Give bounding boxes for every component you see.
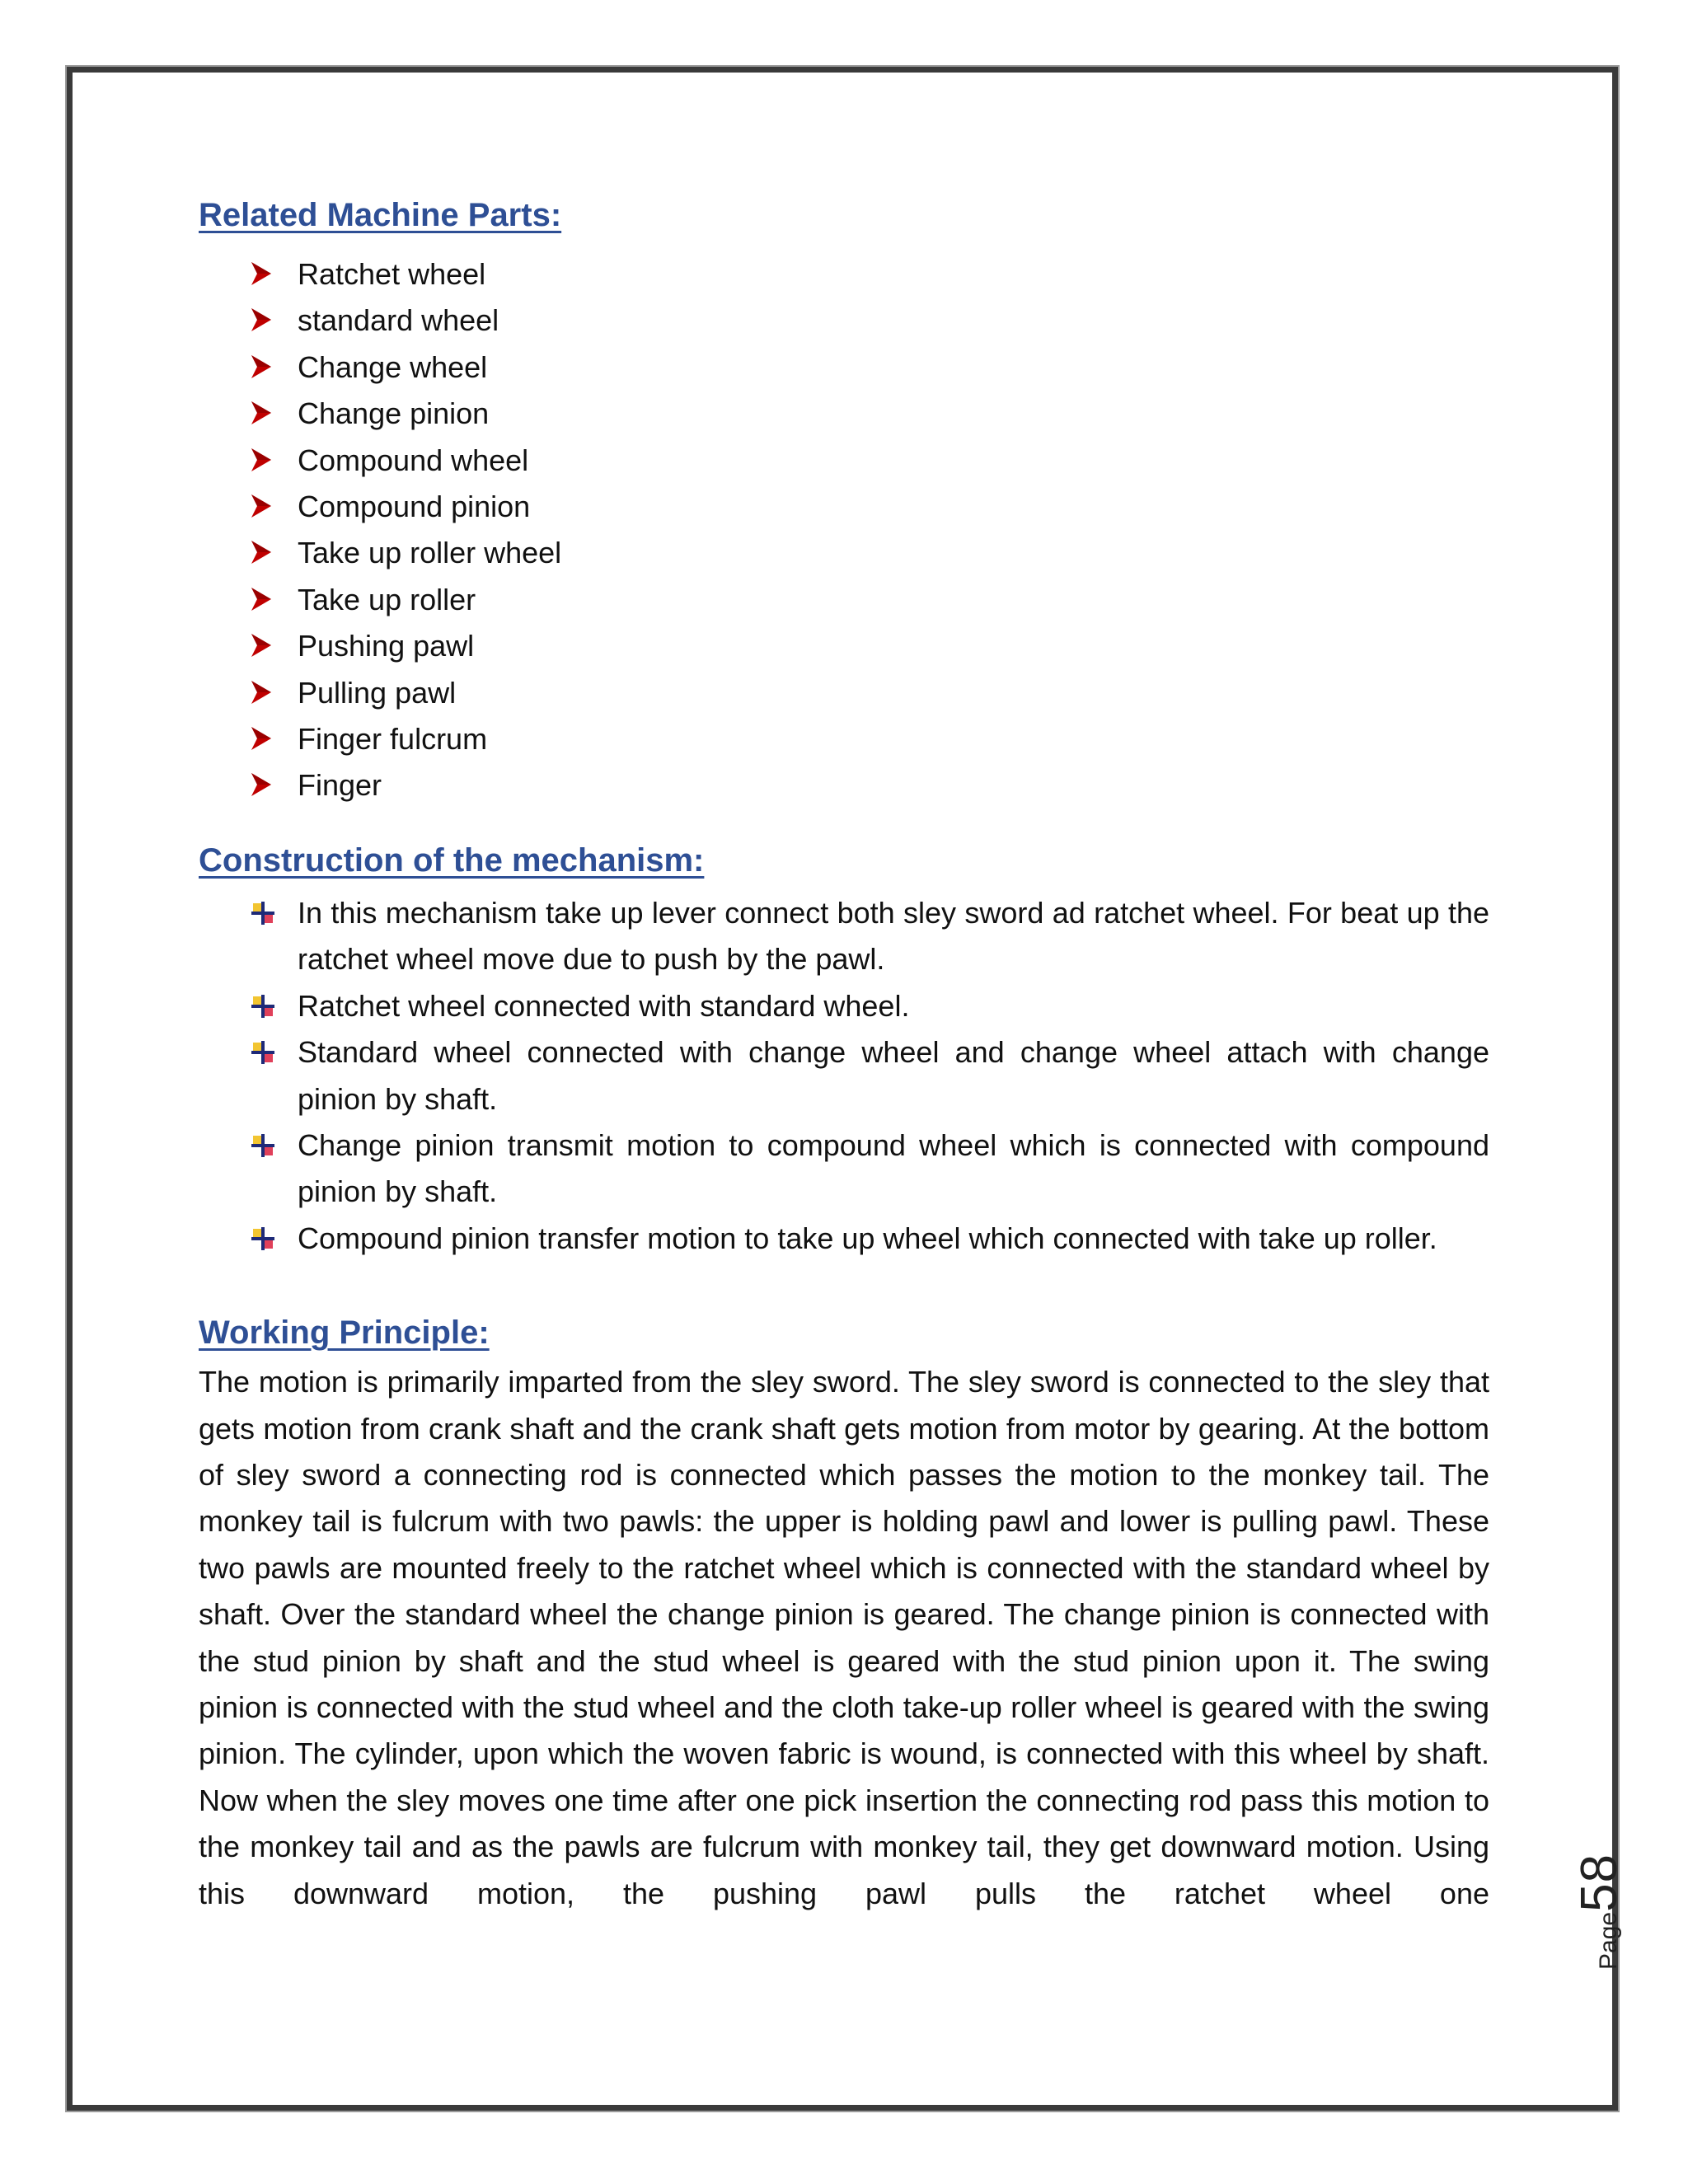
parts-list-item xyxy=(250,298,1489,344)
parts-list-label: Change wheel xyxy=(298,349,488,384)
arrow-bullet-icon xyxy=(250,447,273,473)
parts-list-label: Change pinion xyxy=(298,396,490,431)
cross-bullet-icon xyxy=(250,1132,276,1159)
arrow-bullet-icon xyxy=(250,260,273,287)
parts-list-label: Compound pinion xyxy=(298,490,531,524)
construction-list-text: Ratchet wheel connected with standard wheel. xyxy=(298,988,910,1023)
parts-list-label: Finger fulcrum xyxy=(298,722,488,757)
parts-list-label: Compound wheel xyxy=(298,443,529,477)
parts-list-item xyxy=(250,251,1489,298)
construction-list-text: Change pinion transmit motion to compound wheel which is connected with compound pinion by shaft. xyxy=(298,1127,1489,1209)
construction-list-text: Compound pinion transfer motion to take up wheel which connected with take up roller. xyxy=(298,1221,1437,1255)
parts-list-item xyxy=(250,577,1489,623)
arrow-bullet-icon xyxy=(250,679,273,705)
page-content xyxy=(199,194,1489,1917)
parts-list-label: Ratchet wheel xyxy=(298,257,486,291)
related-parts-heading: Related Machine Parts: xyxy=(199,197,562,233)
parts-list-label: Take up roller xyxy=(298,582,476,616)
page-number-value: 58 xyxy=(1571,1853,1628,1912)
parts-list-label: Take up roller wheel xyxy=(298,536,562,570)
parts-list-item xyxy=(250,762,1489,808)
construction-list-item xyxy=(250,1216,1489,1262)
parts-list-label: Finger xyxy=(298,768,382,803)
arrow-bullet-icon xyxy=(250,354,273,380)
parts-list-item xyxy=(250,344,1489,391)
arrow-bullet-icon xyxy=(250,632,273,658)
working-principle-heading: Working Principle: xyxy=(199,1315,490,1352)
construction-list-item xyxy=(250,983,1489,1029)
construction-list-item xyxy=(250,1029,1489,1122)
cross-bullet-icon xyxy=(250,900,276,926)
arrow-bullet-icon xyxy=(250,771,273,798)
parts-list-item xyxy=(250,530,1489,576)
construction-list xyxy=(199,890,1489,1262)
parts-list-label: Pulling pawl xyxy=(298,675,457,710)
cross-bullet-icon xyxy=(250,993,276,1019)
construction-list-text: In this mechanism take up lever connect both sley sword ad ratchet wheel. For beat up the ratchet wheel move due to push by the pawl. xyxy=(298,895,1489,977)
parts-list-item xyxy=(250,670,1489,716)
arrow-bullet-icon xyxy=(250,539,273,565)
construction-list-item xyxy=(250,1122,1489,1216)
related-parts-list xyxy=(199,251,1489,809)
arrow-bullet-icon xyxy=(250,400,273,426)
construction-heading: Construction of the mechanism: xyxy=(199,841,705,879)
page-label: Page xyxy=(1595,1911,1622,1970)
arrow-bullet-icon xyxy=(250,493,273,519)
arrow-bullet-icon xyxy=(250,586,273,612)
cross-bullet-icon xyxy=(250,1039,276,1066)
cross-bullet-icon xyxy=(250,1226,276,1252)
parts-list-item xyxy=(250,623,1489,669)
parts-list-item xyxy=(250,484,1489,530)
working-principle-paragraph: The motion is primarily imparted from the sley sword. The sley sword is connected to the sley that gets motion from crank shaft and the crank shaft gets motion from motor by gearing. At the bottom of sley sword a connecting rod is connected which passes the motion to the monkey tail. The monkey tail is fulcrum with two pawls: the upper is holding pawl and lower is pulling pawl. These two pawls are mounted freely to the ratchet wheel which is connected with the standard wheel by shaft. Over the standard wheel the change pinion is geared. The change pinion is connected with the stud pinion by shaft and the stud wheel is geared with the stud pinion upon it. The swing pinion is connected with the stud wheel and the cloth take-up roller wheel is geared with the swing pinion. The cylinder, upon which the woven fabric is wound, is connected with this wheel by shaft. Now when the sley moves one time after one pick insertion the connecting rod pass this motion to the monkey tail and as the pawls are fulcrum with monkey tail, they get downward motion. Using this downward motion, the pushing pawl pulls the ratchet wheel one xyxy=(199,1365,1489,1910)
construction-list-text: Standard wheel connected with change wheel and change wheel attach with change pinion by shaft. xyxy=(298,1035,1489,1116)
parts-list-label: Pushing pawl xyxy=(298,629,475,663)
arrow-bullet-icon xyxy=(250,307,273,333)
arrow-bullet-icon xyxy=(250,725,273,752)
parts-list-item xyxy=(250,716,1489,762)
parts-list-label: standard wheel xyxy=(298,303,499,338)
construction-list-item xyxy=(250,890,1489,983)
page-number xyxy=(1570,1854,1629,1970)
parts-list-item xyxy=(250,438,1489,484)
parts-list-item xyxy=(250,391,1489,437)
